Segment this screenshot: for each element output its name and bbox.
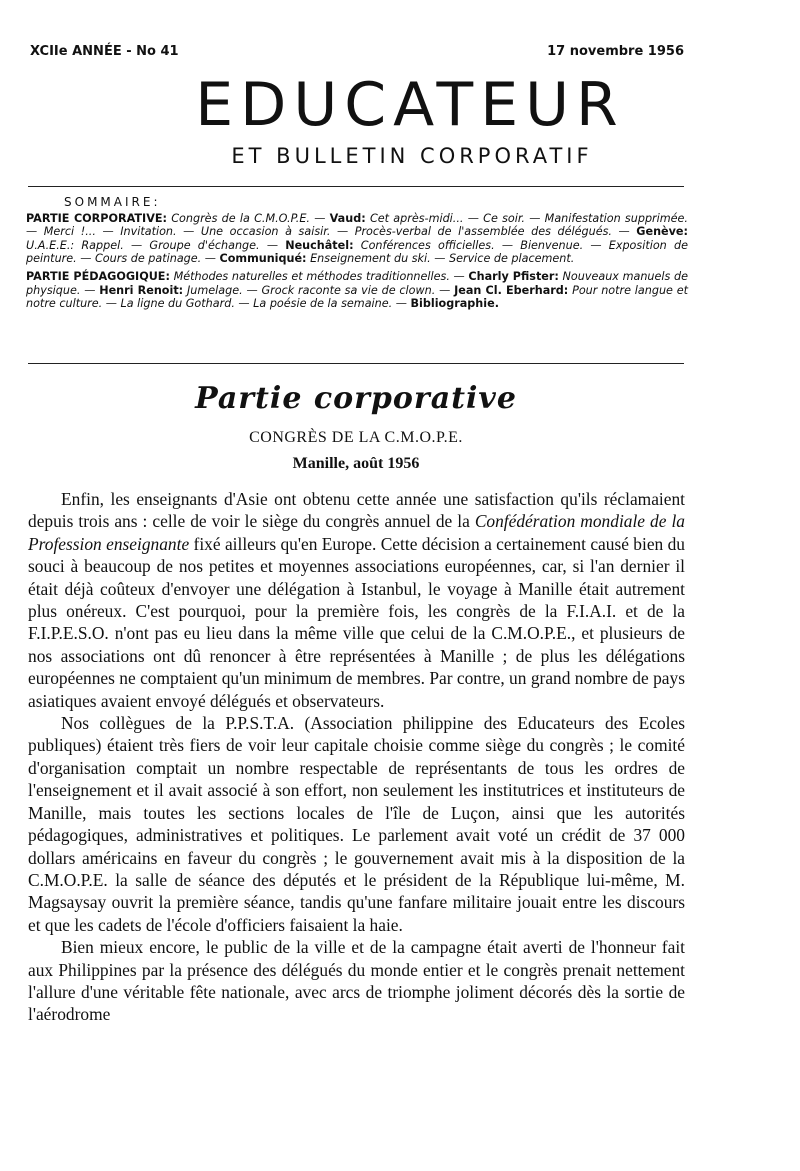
toc-item: Pour notre langue et notre culture. — La ligne du Gothard. — La poésie de la semaine. — (26, 283, 689, 311)
paragraph: Nos collègues de la P.P.S.T.A. (Association philippine des Educateurs des Ecoles publiques) étaient très fiers de voir leur capitale choisie comme siège du congrès ; le comité d'organisation comptait un nombre respectable de représentants de tous les ordres de l'enseignement et il avait associé à son effort, non seulement les institutrices et instituteurs de Manille, mais toutes les sections locales de l'île de Luçon, ainsi que les autorités pédagogiques, administratives et politiques. Le parlement avait voté un crédit de 37 000 dollars américains en faveur du congrès ; le gouvernement avait mis à la disposition de la C.M.O.P.E. la salle de séance des députés et le président de la République lui-même, M. Magsaysay ouvrit la première séance, tandis qu'une fanfare militaire jouait entre les discours et que les cadets de l'école d'officiers faisaient la haie. (28, 713, 685, 935)
toc-item-label: Communiqué: (219, 252, 307, 266)
toc-item-label: Genève: (636, 225, 688, 239)
paragraph-text: Enfin, les enseignants d'Asie ont obtenu cette année une satisfaction qu'ils réclamaient depuis trois ans : celle de voir le siège du congrès annuel de la (28, 489, 685, 532)
issue-date: 17 novembre 1956 (547, 44, 684, 59)
article-subheading: Manille, août 1956 (292, 455, 420, 472)
toc-item: Conférences officielles. — Bienvenue. — Exposition de peinture. — Cours de patinage. — (26, 238, 688, 266)
toc-item-label: Henri Renoit: (99, 283, 184, 297)
paragraph (28, 488, 685, 712)
article-heading: CONGRÈS DE LA C.M.O.P.E. (249, 429, 463, 446)
toc-pedagogique-heading: PARTIE PÉDAGOGIQUE: (26, 269, 170, 283)
toc-corporative (26, 212, 688, 266)
paragraph: Bien mieux encore, le public de la ville et de la campagne était averti de l'honneur fait aux Philippines par la présence des délégués du monde entier et le congrès prenait nettement l'allure d'une véritable fête nationale, avec arcs de triomphe joliment décorés dès la sortie de l'aérodrome (28, 937, 685, 1025)
toc-item: Congrès de la C.M.O.P.E. — (171, 211, 326, 225)
toc-item-label: Bibliographie. (410, 297, 499, 311)
toc-item-label: Neuchâtel: (285, 238, 354, 252)
issue-number: XCIIe ANNÉE - No 41 (30, 44, 179, 59)
toc-item: Enseignement du ski. — Service de placement. (310, 252, 575, 266)
divider-bottom (28, 363, 684, 364)
toc-item: Jumelage. — Grock raconte sa vie de clown. — (186, 283, 451, 297)
toc-item-label: Vaud: (329, 211, 366, 225)
emphasis-text: Confédération mondiale de la Profession enseignante (28, 511, 685, 554)
table-of-contents (26, 196, 688, 315)
toc-label: SOMMAIRE: (64, 195, 161, 209)
divider-top (28, 186, 684, 187)
toc-pedagogique (26, 270, 688, 311)
toc-item-label: Jean Cl. Eberhard: (454, 283, 569, 297)
masthead-subtitle: ET BULLETIN CORPORATIF (231, 144, 593, 168)
section-title: Partie corporative (195, 381, 517, 416)
toc-item: Méthodes naturelles et méthodes traditionnelles. — (173, 269, 465, 283)
article-body (28, 488, 685, 1026)
toc-item-label: Charly Pfister: (468, 269, 559, 283)
toc-corporative-heading: PARTIE CORPORATIVE: (26, 211, 167, 225)
masthead-title: EDUCATEUR (195, 70, 625, 140)
toc-item: Nouveaux manuels de physique. — (26, 269, 688, 297)
paragraph-text: fixé ailleurs qu'en Europe. Cette décision a certainement causé bien du souci à beaucoup de nos petites et moyennes associations européennes, car, si l'an dernier il était déjà coûteux d'envoyer une délégation à Istanbul, le voyage à Manille était autrement plus onéreux. C'est pourquoi, pour la première fois, les congrès de la F.I.A.I. et de la F.I.P.E.S.O. n'ont pas eu lieu dans la même ville que celui de la C.M.O.P.E., et plusieurs de nos associations ont dû renoncer à être représentées à Manille ; de plus les délégations européennes ne comptaient qu'un minimum de membres. Par contre, un grand nombre de pays asiatiques avaient envoyé délégués et observateurs. (28, 533, 685, 711)
toc-item: U.A.E.E.: Rappel. — Groupe d'échange. — (26, 238, 279, 252)
toc-item: Cet après-midi... — Ce soir. — Manifestation supprimée. — Merci !... — Invitation. — Une occasion à saisir. — Procès-verbal de l'assemblée des délégués. — (26, 211, 688, 239)
